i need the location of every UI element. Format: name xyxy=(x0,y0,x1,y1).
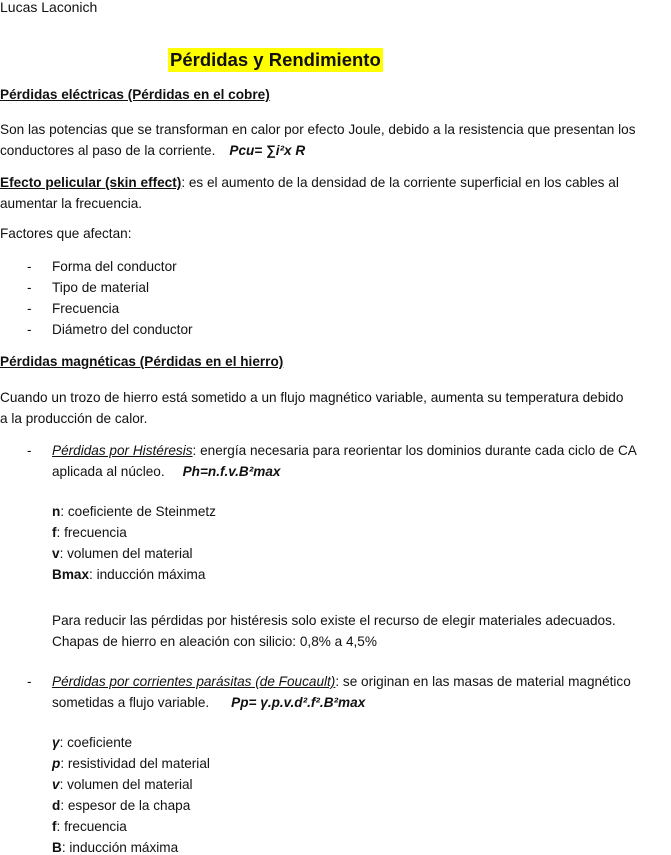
hysteresis-note xyxy=(52,610,616,652)
formula-pp: Pp= γ.p.v.d².f².B²max xyxy=(231,695,366,710)
bullet-dash: - xyxy=(27,322,32,337)
variable-symbol: v xyxy=(52,777,60,792)
factors-label: Factores que afectan: xyxy=(0,226,132,241)
bullet-dash: - xyxy=(27,301,32,316)
page-title: Pérdidas y Rendimiento xyxy=(170,49,381,70)
variable-item xyxy=(52,777,193,792)
hysteresis-line xyxy=(52,461,280,482)
variable-item xyxy=(52,798,190,813)
variable-desc: : volumen del material xyxy=(59,546,193,561)
heading-magnetic-losses: Pérdidas magnéticas (Pérdidas en el hierro) xyxy=(0,354,284,369)
paragraph-line: aumentar la frecuencia. xyxy=(0,196,143,211)
variable-item xyxy=(52,756,210,771)
variable-desc: : coeficiente xyxy=(59,735,133,750)
bullet-dash: - xyxy=(27,259,32,274)
note-line: Para reducir las pérdidas por histéresis solo existe el recurso de elegir materiales adecuados. xyxy=(52,613,616,628)
hysteresis-term: Pérdidas por Histéresis xyxy=(52,443,193,458)
paragraph-skin-effect xyxy=(0,172,619,214)
list-item-text: Tipo de material xyxy=(52,280,149,295)
hysteresis-text: aplicada al núcleo. xyxy=(52,464,165,479)
formula-pcu: Pcu= ∑i²x R xyxy=(229,143,306,158)
variable-desc: : coeficiente de Steinmetz xyxy=(60,504,216,519)
variable-item xyxy=(52,504,216,519)
variable-symbol: B xyxy=(52,840,62,855)
foucault-term: Pérdidas por corrientes parásitas (de Foucault) xyxy=(52,674,336,689)
variable-symbol: n xyxy=(52,504,61,519)
variable-symbol: v xyxy=(52,546,60,561)
bullet-dash: - xyxy=(27,674,32,689)
variable-symbol: γ xyxy=(52,735,60,750)
bullet-dash: - xyxy=(27,280,32,295)
variable-symbol: Bmax xyxy=(52,567,90,582)
paragraph-magnetic-losses xyxy=(0,387,623,429)
formula-ph: Ph=n.f.v.B²max xyxy=(182,464,281,479)
paragraph-text: : es el aumento de la densidad de la corriente superficial en los cables al xyxy=(181,175,619,190)
heading-electric-losses: Pérdidas eléctricas (Pérdidas en el cobre) xyxy=(0,87,270,102)
list-item-text: Diámetro del conductor xyxy=(52,322,193,337)
foucault-text: : se originan en las masas de material magnético xyxy=(335,674,631,689)
note-line: Chapas de hierro en aleación con silicio: 0,8% a 4,5% xyxy=(52,634,377,649)
author-name: Lucas Laconich xyxy=(0,0,98,15)
paragraph-text: conductores al paso de la corriente. xyxy=(0,143,216,158)
variable-symbol: f xyxy=(52,525,57,540)
variable-item xyxy=(52,525,127,540)
paragraph-line: a la producción de calor. xyxy=(0,411,148,426)
variable-symbol: p xyxy=(52,756,61,771)
list-item-text: Frecuencia xyxy=(52,301,120,316)
variable-item xyxy=(52,840,178,855)
variable-desc: : resistividad del material xyxy=(60,756,210,771)
paragraph-line xyxy=(0,140,636,161)
foucault-line xyxy=(52,692,365,713)
paragraph-line xyxy=(0,172,619,193)
skin-effect-term: Efecto pelicular (skin effect) xyxy=(0,175,182,190)
variable-symbol: d xyxy=(52,798,61,813)
bullet-dash: - xyxy=(27,443,32,458)
foucault-line xyxy=(52,671,631,692)
hysteresis-line xyxy=(52,440,637,461)
paragraph-line: Cuando un trozo de hierro está sometido a un flujo magnético variable, aumenta su temperatura debido xyxy=(0,390,624,405)
variable-item xyxy=(52,546,193,561)
hysteresis-text: : energía necesaria para reorientar los dominios durante cada ciclo de CA xyxy=(192,443,637,458)
paragraph-line: Son las potencias que se transforman en calor por efecto Joule, debido a la resistencia que presentan los xyxy=(0,122,636,137)
variable-desc: : volumen del material xyxy=(59,777,193,792)
variable-desc: : inducción máxima xyxy=(89,567,206,582)
variable-item xyxy=(52,735,132,750)
variable-item xyxy=(52,819,127,834)
list-item-text: Forma del conductor xyxy=(52,259,177,274)
variable-desc: : frecuencia xyxy=(56,819,127,834)
foucault-text: sometidas a flujo variable. xyxy=(52,695,210,710)
variable-desc: : inducción máxima xyxy=(61,840,179,855)
variable-item xyxy=(52,567,205,582)
variable-desc: : frecuencia xyxy=(56,525,127,540)
variable-symbol: f xyxy=(52,819,57,834)
paragraph-electric-losses xyxy=(0,119,636,161)
variable-desc: : espesor de la chapa xyxy=(60,798,191,813)
